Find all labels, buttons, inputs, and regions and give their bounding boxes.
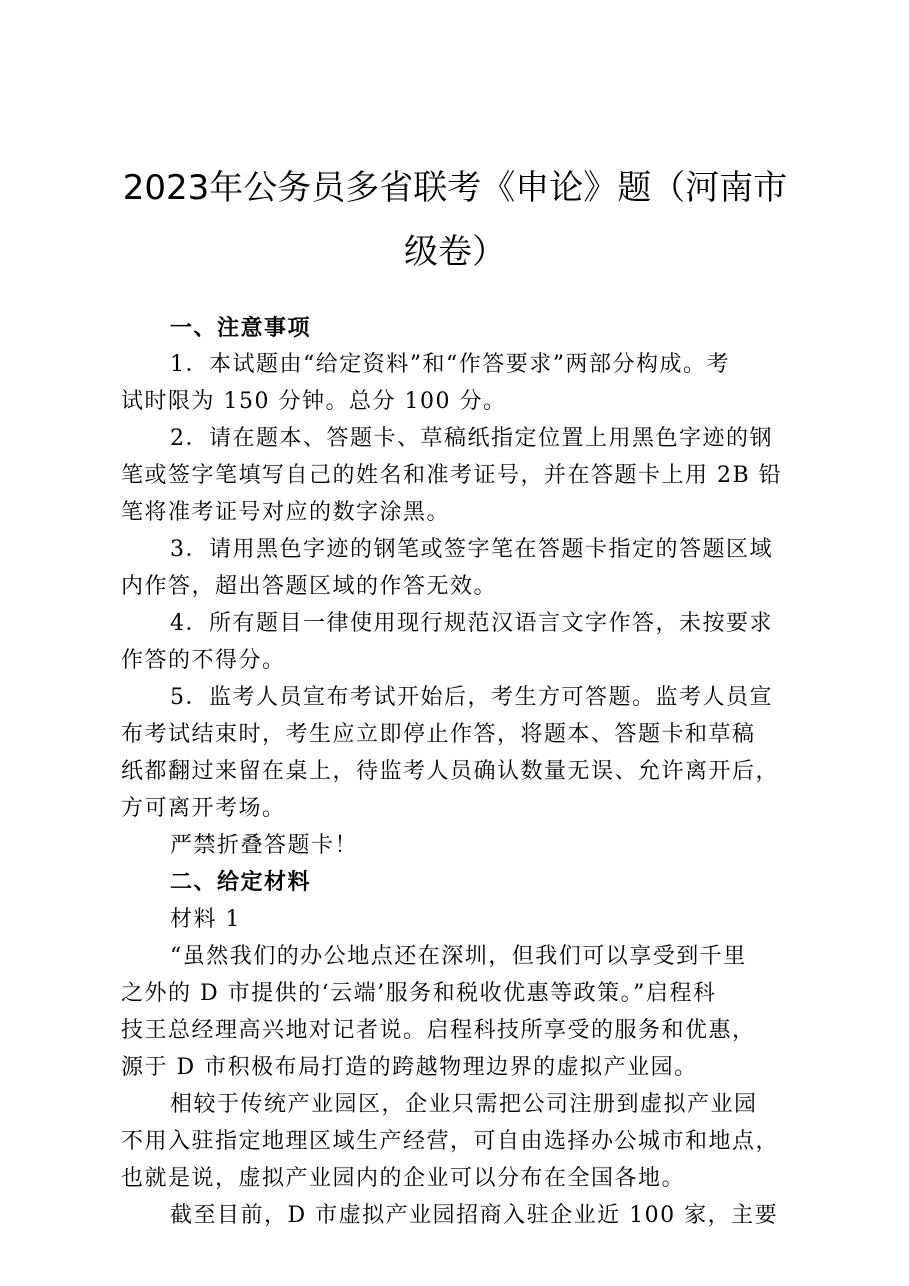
paragraph-line: 源于 D 市积极布局打造的跨越物理边界的虚拟产业园。 [121, 1055, 698, 1080]
paragraph-line: 5．监考人员宣布考试开始后，考生方可答题。监考人员宣 [170, 685, 773, 710]
paragraph-line: 截至目前，D 市虚拟产业园招商入驻企业近 100 家，主要 [170, 1203, 779, 1228]
paragraph-line: 也就是说，虚拟产业园内的企业可以分布在全国各地。 [121, 1166, 686, 1191]
section-heading-materials: 二、给定材料 [170, 869, 312, 895]
paragraph-line: 纸都翻过来留在桌上，待监考人员确认数量无误、允许离开后， [121, 759, 780, 784]
paragraph-line: 试时限为 150 分钟。总分 100 分。 [121, 389, 507, 414]
paragraph-line: 不用入驻指定地理区域生产经营，可自由选择办公城市和地点， [121, 1129, 780, 1154]
paragraph-line: 布考试结束时，考生应立即停止作答，将题本、答题卡和草稿 [121, 722, 756, 747]
paragraph-line: 作答的不得分。 [121, 648, 286, 673]
section-heading-notes: 一、注意事项 [170, 315, 312, 341]
document-title-line-1: 2023年公务员多省联考《申论》题（河南市 [122, 168, 788, 208]
paragraph-line: 2．请在题本、答题卡、草稿纸指定位置上用黑色字迹的钢 [170, 426, 773, 451]
paragraph-line: 3．请用黑色字迹的钢笔或签字笔在答题卡指定的答题区域 [170, 537, 773, 562]
paragraph-line: 笔或签字笔填写自己的姓名和准考证号，并在答题卡上用 2B 铅 [121, 463, 783, 488]
paragraph-line: 4．所有题目一律使用现行规范汉语言文字作答，未按要求 [170, 611, 773, 636]
paragraph-line: 内作答，超出答题区域的作答无效。 [121, 574, 498, 599]
material-label: 材料 1 [170, 907, 241, 932]
paragraph-line: 技王总经理高兴地对记者说。启程科技所享受的服务和优惠， [121, 1018, 756, 1043]
paragraph-line: 方可离开考场。 [121, 796, 286, 821]
paragraph-line: 相较于传统产业园区，企业只需把公司注册到虚拟产业园 [170, 1092, 758, 1117]
paragraph-line: 笔将准考证号对应的数字涂黑。 [121, 500, 451, 525]
paragraph-line: 之外的 D 市提供的‘云端’服务和税收优惠等政策。”启程科 [121, 981, 717, 1006]
paragraph-line: “虽然我们的办公地点还在深圳，但我们可以享受到千里 [170, 944, 747, 969]
paragraph-line: 1．本试题由“给定资料”和“作答要求”两部分构成。考 [170, 352, 730, 377]
document-title-line-2: 级卷） [404, 232, 506, 272]
paragraph-line: 严禁折叠答题卡！ [170, 833, 359, 858]
